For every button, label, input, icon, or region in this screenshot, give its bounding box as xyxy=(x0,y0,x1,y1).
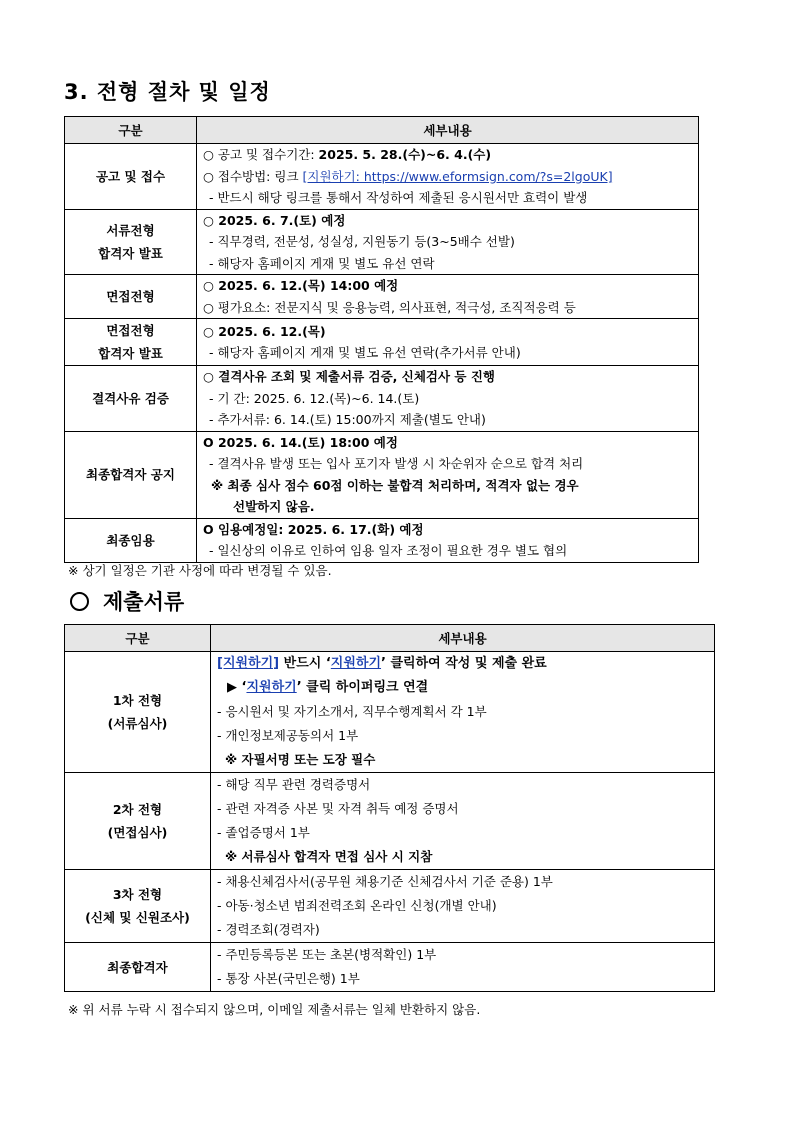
table-header-row xyxy=(65,117,699,144)
circle-icon xyxy=(70,592,89,611)
row-detail: ○ 결격사유 조회 및 제출서류 검증, 신체검사 등 진행 - 기 간: 2025. 6. 12.(목)~6. 14.(토) - 추가서류: 6. 14.(토) 15:00까지 제출(별도 안내) xyxy=(197,366,699,432)
row-detail: ○ 2025. 6. 12.(목) 14:00 예정 ○ 평가요소: 전문지식 및 응용능력, 의사표현, 적극성, 조직적응력 등 xyxy=(197,275,699,319)
row-label: 3차 전형 (신체 및 신원조사) xyxy=(65,870,211,943)
table-row xyxy=(65,209,699,275)
table-row xyxy=(65,773,715,870)
table-row xyxy=(65,943,715,992)
row-label: 1차 전형 (서류심사) xyxy=(65,652,211,773)
row-label: 면접전형 xyxy=(65,275,197,319)
section-title-documents: 제출서류 xyxy=(70,586,184,616)
row-detail: - 해당 직무 관련 경력증명서 - 관련 자격증 사본 및 자격 취득 예정 증명서 - 졸업증명서 1부 ※ 서류심사 합격자 면접 심사 시 지참 xyxy=(211,773,715,870)
table-header-row xyxy=(65,625,715,652)
table-row xyxy=(65,652,715,773)
table-row xyxy=(65,144,699,210)
row-detail: - 주민등록등본 또는 초본(병적확인) 1부 - 통장 사본(국민은행) 1부 xyxy=(211,943,715,992)
row-detail: O 2025. 6. 14.(토) 18:00 예정 - 결격사유 발생 또는 입사 포기자 발생 시 차순위자 순으로 합격 처리 ※ 최종 심사 점수 60점 이하는 불합격 처리하며, 적격자 없는 경우 선발하지 않음. xyxy=(197,431,699,518)
documents-footnote: ※ 위 서류 누락 시 접수되지 않으며, 이메일 제출서류는 일체 반환하지 않음. xyxy=(68,1002,481,1017)
row-detail: ○ 공고 및 접수기간: 2025. 5. 28.(수)~6. 4.(수) ○ 접수방법: 링크 [지원하기: https://www.eformsign.com/?s=2lgoUK] - 반드시 해당 링크를 통해서 작성하여 제출된 응시원서만 효력이 발생 xyxy=(197,144,699,210)
header-detail: 세부내용 xyxy=(197,117,699,144)
row-label: 서류전형 합격자 발표 xyxy=(65,209,197,275)
row-label: 2차 전형 (면접심사) xyxy=(65,773,211,870)
apply-link-inline[interactable]: 지원하기 xyxy=(330,656,382,671)
table-row xyxy=(65,870,715,943)
row-detail: O 임용예정일: 2025. 6. 17.(화) 예정 - 일신상의 이유로 인하여 임용 일자 조정이 필요한 경우 별도 협의 xyxy=(197,518,699,562)
schedule-table xyxy=(64,116,699,563)
hyperlink-apply[interactable]: 지원하기 xyxy=(246,680,297,695)
section-title-schedule: 3. 전형 절차 및 일정 xyxy=(64,80,271,104)
row-detail: - 채용신체검사서(공무원 채용기준 신체검사서 기준 준용) 1부 - 아동·청소년 범죄전력조회 온라인 신청(개별 안내) - 경력조회(경력자) xyxy=(211,870,715,943)
row-detail: [지원하기] 반드시 ‘지원하기’ 클릭하여 작성 및 제출 완료 ▶ ‘지원하기’ 클릭 하이퍼링크 연결 - 응시원서 및 자기소개서, 직무수행계획서 각 1부 - 개인정보제공동의서 1부 ※ 자필서명 또는 도장 필수 xyxy=(211,652,715,773)
row-label: 최종합격자 xyxy=(65,943,211,992)
row-detail: ○ 2025. 6. 12.(목) - 해당자 홈페이지 게재 및 별도 유선 연락(추가서류 안내) xyxy=(197,319,699,366)
apply-link[interactable]: [지원하기: https://www.eformsign.com/?s=2lgoUK] xyxy=(302,168,613,184)
table-row xyxy=(65,518,699,562)
table-row xyxy=(65,431,699,518)
table-row xyxy=(65,366,699,432)
table-row xyxy=(65,319,699,366)
schedule-footnote: ※ 상기 일정은 기관 사정에 따라 변경될 수 있음. xyxy=(68,563,332,578)
row-label: 최종임용 xyxy=(65,518,197,562)
row-label: 결격사유 검증 xyxy=(65,366,197,432)
row-label: 최종합격자 공지 xyxy=(65,431,197,518)
header-detail: 세부내용 xyxy=(211,625,715,652)
row-detail: ○ 2025. 6. 7.(토) 예정 - 직무경력, 전문성, 성실성, 지원동기 등(3~5배수 선발) - 해당자 홈페이지 게재 및 별도 유선 연락 xyxy=(197,209,699,275)
header-category: 구분 xyxy=(65,117,197,144)
header-category: 구분 xyxy=(65,625,211,652)
table-row xyxy=(65,275,699,319)
row-label: 면접전형 합격자 발표 xyxy=(65,319,197,366)
row-label: 공고 및 접수 xyxy=(65,144,197,210)
documents-table xyxy=(64,624,715,992)
apply-link[interactable]: [지원하기] xyxy=(217,656,280,671)
